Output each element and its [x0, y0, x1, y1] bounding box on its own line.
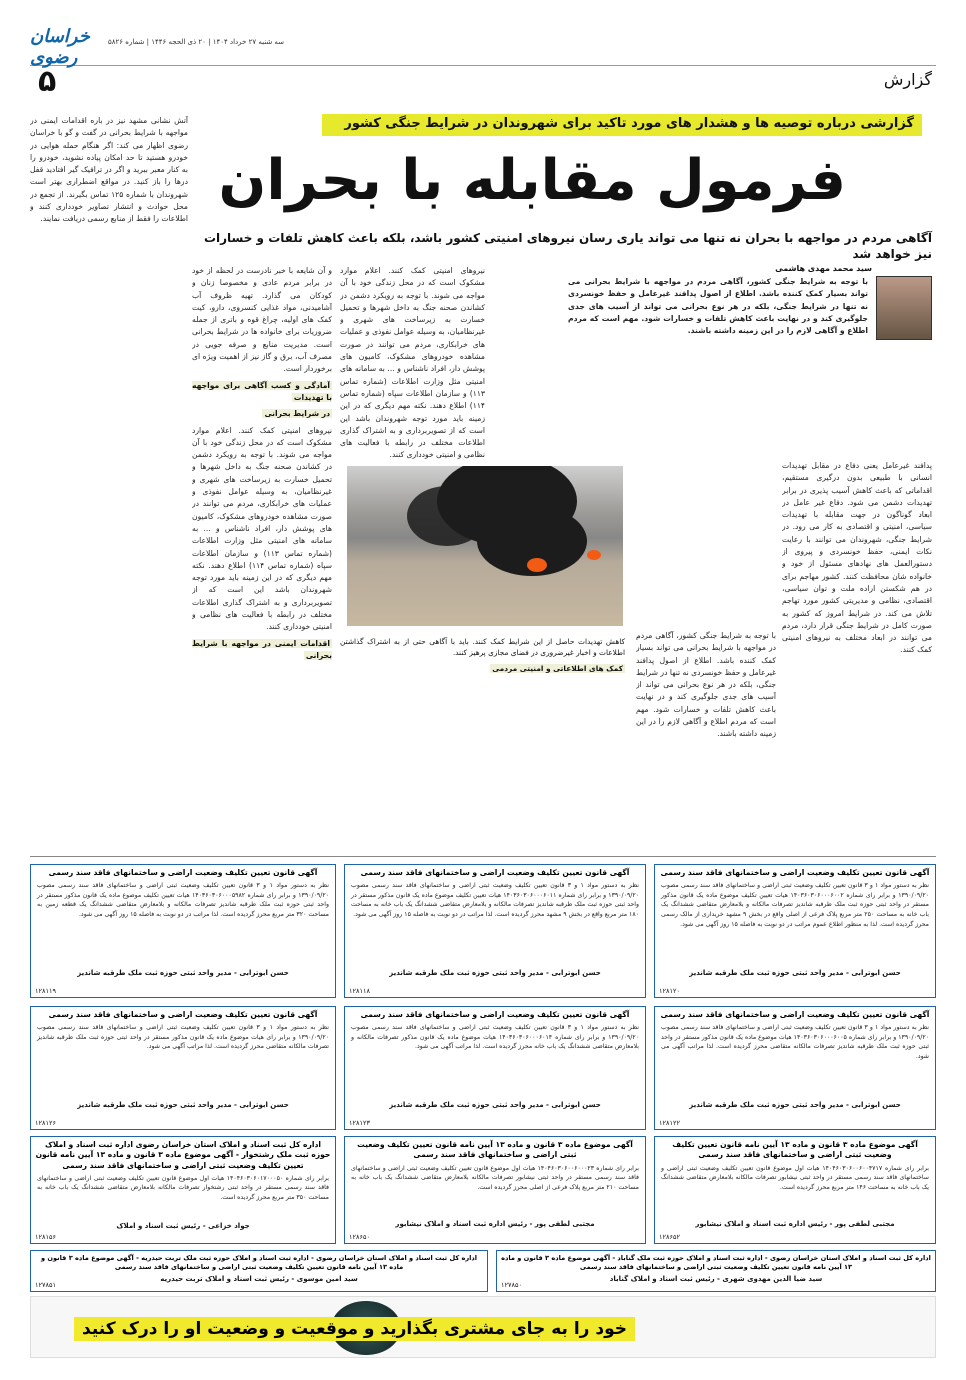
- ad-box: [344, 864, 646, 998]
- ad-body: نظر به دستور مواد ۱ و ۳ قانون تعیین تکلیف وضعیت ثبتی اراضی و ساختمانهای فاقد سند رسمی مصوب ۱۳۹۰/۰۹/۲۰ و برابر رای شماره ۱۴۰۳۶۰۳۰۶۰۰۰۶۰۰۵ هیات موضوع ماده یک قانون مذکور مستقر در واحد ثبتی حوزه ثبت ملک طرقبه شاندیز تصرفات مالکانه متقاضی محرز گردیده است. لذا مراتب آگهی می شود.: [661, 1024, 929, 1061]
- column-text: نیروهای امنیتی کمک کنند. اعلام موارد مشکوک است که در محل زندگی خود با آن مواجه می شوند. با توجه به رویکرد دشمن در کشاندن صحنه جنگ به داخل شهرها و تحمیل خسارت به زیرساخت های شهری و غیرنظامیان، به وسیله عوامل نفوذی و عملیات های خرابکاری، مردم می توانند در صورت مشاهده خودروهای مشکوک، کامیون های پوشش دار، افراد ناشناس و ... به سامانه های امنیتی مثل وزارت اطلاعات (شماره تماس ۱۱۳) و سازمان اطلاعات سپاه (شماره تماس ۱۱۴) اطلاع دهند. نکته مهم دیگری که در این زمینه باید مورد توجه شهروندان باشد این است که از تصویربرداری و به اشتراک گذاری اطلاعات مختلف در رابطه با فعالیت های نظامی و امنیتی خودداری کنند.: [340, 266, 485, 460]
- article-column-left: [192, 265, 332, 850]
- ad-number: ۱۲۸۱۲۳: [349, 1119, 370, 1127]
- subhead-1: کمک های اطلاعاتی و امنیتی مردمی: [492, 663, 623, 673]
- ad-box: [344, 1006, 646, 1130]
- ad-signature: مجتبی لطفی پور - رئیس اداره ثبت اسناد و املاک نیشابور: [695, 1219, 895, 1228]
- ad-body: نظر به دستور مواد ۱ و ۳ قانون تعیین تکلیف وضعیت ثبتی اراضی و ساختمانهای فاقد سند رسمی مصوب ۱۳۹۰/۰۹/۲۰ و برابر رای شماره ۱۴۰۳۶۰۳۰۶۰۰۰۶۰۱۴ هیات موضوع ماده یک قانون مذکور تصرفات مالکانه و بلامعارض متقاضی ششدانگ یک باب خانه محرز گردیده است. لذا مراتب آگهی می شود.: [351, 1024, 639, 1051]
- author-photo: [876, 276, 932, 340]
- ad-number: ۱۲۷۸۵۰: [501, 1281, 522, 1289]
- ad-signature: مجتبی لطفی پور - رئیس اداره ثبت اسناد و املاک نیشابور: [395, 1219, 595, 1228]
- ad-box: [30, 1136, 336, 1244]
- ad-title: آگهی قانون تعیین تکلیف وضعیت اراضی و ساختمانهای فاقد سند رسمی: [360, 868, 630, 877]
- ad-signature: حسن ابوترابی - مدیر واحد ثبتی حوزه ثبت ملک طرقبه شاندیز: [689, 969, 901, 978]
- ad-number: ۱۲۸۶۵۲: [659, 1233, 680, 1241]
- ad-number: ۱۲۸۱۱۸: [349, 987, 370, 995]
- author-name: سید محمد مهدی هاشمی: [775, 264, 872, 273]
- ad-box: [344, 1136, 646, 1244]
- subhead-3: در شرایط بحرانی: [264, 409, 330, 419]
- caption-text: کاهش تهدیدات حاصل از این شرایط کمک کنند. باید با آگاهی حتی از به اشتراک گذاشتن اطلاعات و اخبار غیرضروری در فضای مجازی پرهیز کنند.: [340, 637, 625, 658]
- ad-body: برابر رای شماره ۱۴۰۴۶۰۳۰۶۰۱۷۰۰۰۵۰ هیات اول موضوع قانون تعیین تکلیف وضعیت ثبتی اراضی و ساختمانهای فاقد سند رسمی مستقر در واحد ثبتی رشتخوار تصرفات مالکانه بلامعارض متقاضی ششدانگ یک باب خانه به مساحت ۳۵۰ متر مربع محرز گردیده است.: [37, 1174, 329, 1201]
- photo-caption: [340, 636, 625, 674]
- article-photo: [347, 466, 623, 626]
- subhead-4: اقدامات ایمنی در مواجهه با شرایط بحرانی: [192, 638, 332, 660]
- ad-signature: حسن ابوترابی - مدیر واحد ثبتی حوزه ثبت ملک طرقبه شاندیز: [689, 1101, 901, 1110]
- headline: فرمول مقابله با بحران: [218, 148, 846, 213]
- ad-signature: جواد خزاعی - رئیس ثبت اسناد و املاک: [116, 1221, 250, 1230]
- ad-title: اداره کل ثبت اسناد و املاک استان خراسان رضوی - اداره ثبت اسناد و املاک حوزه ثبت ملک تربت حیدریه - آگهی موضوع ماده ۳ قانون و ماده ۱۳ آیین نامه قانون تعیین تکلیف وضعیت ثبتی اراضی و ساختمانهای فاقد سند رسمی: [40, 1254, 478, 1271]
- ad-title: آگهی موضوع ماده ۳ قانون و ماده ۱۳ آیین نامه قانون تعیین تکلیف وضعیت ثبتی اراضی و ساختمانهای فاقد سند رسمی: [672, 1140, 918, 1160]
- ad-title: آگهی قانون تعیین تکلیف وضعیت اراضی و ساختمانهای فاقد سند رسمی: [660, 868, 930, 877]
- ad-signature: حسن ابوترابی - مدیر واحد ثبتی حوزه ثبت ملک طرقبه شاندیز: [77, 969, 289, 978]
- ad-body: نظر به دستور مواد ۱ و ۳ قانون تعیین تکلیف وضعیت ثبتی اراضی و ساختمانهای فاقد سند رسمی مصوب ۱۳۹۰/۰۹/۲۰ و برابر رای شماره ۱۴۰۳۶۰۳۰۶۰۰۰۵۹۸۲ هیات تعیین تکلیف موضوع ماده یک قانون مذکور مستقر در واحد ثبتی حوزه ثبت ملک طرقبه شاندیز تصرفات مالکانه و بلامعارض متقاضی ششدانگ یک قطعه زمین به مساحت ۳۲۰ متر مربع محرز گردیده است. لذا مراتب در دو نوبت به فاصله ۱۵ روز آگهی می شود.: [37, 882, 329, 919]
- ad-body: برابر رای شماره ۱۴۰۴۶۰۳۰۶۰۰۶۰۰۴۷۱۷ هیات اول موضوع قانون تعیین تکلیف وضعیت ثبتی اراضی و ساختمانهای فاقد سند رسمی مستقر در واحد ثبتی نیشابور تصرفات مالکانه بلامعارض متقاضی ششدانگ یک باب خانه به مساحت ۱۴۶ متر مربع محرز گردیده است.: [661, 1164, 930, 1191]
- article-column-mid: [340, 265, 485, 460]
- article-column-right: پدافند غیرعامل یعنی دفاع در مقابل تهدیدات انسانی با طبیعی بدون درگیری مستقیم، اقداماتی که باعث کاهش آسیب پذیری در برابر تهدیدات دشمن می شود. دفاع غیر عامل در ابعاد گوناگون در جهت مقابله با تهدیدات سیاسی، امنیتی و اقتصادی به کار می رود. در شرایط جنگی، شهروندان می توانند با رعایت نکات ایمنی، حفظ خونسردی و پیروی از دستورالعمل های نهادهای مسئول از خود و خانواده شان محافظت کنند. کشور مهاجم برای در هم شکستن اراده ملت و توان سیاسی، اقتصادی، نظامی و مدیریتی کشور مورد تهاجم تلاش می کند. در شرایط امروز که کشور به صورت کامل در شرایط جنگی قرار دارد، مردم می توانند در ابعاد مختلف به نیروهای امنیتی کمک کنند.: [782, 461, 932, 655]
- intro-paragraph: با توجه به شرایط جنگی کشور، آگاهی مردم در مواجهه با شرایط بحرانی می تواند بسیار کمک کننده باشد. اطلاع از اصول پدافند غیرعامل و حفظ خونسردی نه تنها در شرایط جنگی، بلکه در هر نوع بحرانی می تواند از آسیب های جدی جلوگیری کند و در نهایت باعث کاهش تلفات و خسارات شود. مهم است که مردم اطلاع و آگاهی لازم را در این زمینه داشته باشند.: [568, 277, 868, 336]
- ad-box: [654, 864, 936, 998]
- ad-number: ۱۲۸۱۱۹: [35, 987, 56, 995]
- ad-signature: سید امین موسوی - رئیس ثبت اسناد و املاک تربت حیدریه: [160, 1274, 358, 1283]
- ad-number: ۱۲۸۶۵۰: [349, 1233, 370, 1241]
- lede: آگاهی مردم در مواجهه با بحران نه تنها می تواند یاری رسان نیروهای امنیتی کشور باشد، بلکه باعث کاهش تلفات و خسارات نیز خواهد شد: [203, 231, 932, 261]
- ad-title: آگهی موضوع ماده ۳ قانون و ماده ۱۳ آیین نامه قانون تعیین تکلیف وضعیت ثبتی اراضی و ساختمانهای فاقد سند رسمی: [357, 1140, 633, 1160]
- ad-number: ۱۲۸۱۲۶: [35, 1119, 56, 1127]
- ad-body: نظر به دستور مواد ۱ و ۳ قانون تعیین تکلیف وضعیت ثبتی اراضی و ساختمانهای فاقد سند رسمی مصوب ۱۳۹۰/۰۹/۲۰ و برابر رای شماره ۱۴۰۳۶۰۳۰۶۰۰۰۶۰۰۲ هیات تعیین تکلیف موضوع ماده یک قانون مذکور مستقر در واحد ثبتی حوزه ثبت ملک طرقبه شاندیز تصرفات مالکانه و بلامعارض متقاضی ششدانگ یک باب خانه به مساحت ۲۵۰ متر مربع پلاک فرعی از اصلی واقع در بخش ۹ مشهد خریداری از مالک رسمی محرز گردیده است. لذا به منظور اطلاع عموم مراتب در دو نوبت به فاصله ۱۵ روز آگهی می شود.: [661, 882, 930, 928]
- ad-number: ۱۲۸۱۲۲: [659, 1119, 680, 1127]
- ad-box: [30, 1250, 488, 1292]
- ad-box: [654, 1136, 936, 1244]
- ad-box: [654, 1006, 936, 1130]
- ad-number: ۱۲۸۱۲۰: [659, 987, 680, 995]
- column-text: نیروهای امنیتی کمک کنند. اعلام موارد مشکوک است که در محل زندگی خود با آن مواجه می شوند. با توجه به رویکرد دشمن در کشاندن صحنه جنگ به داخل شهرها و تحمیل خسارت به زیرساخت های شهری و غیرنظامیان، به وسیله عوامل نفوذی و عملیات های خرابکاری، مردم می توانند در صورت مشاهده خودروهای مشکوک، کامیون های پوشش دار، افراد ناشناس و ... به سامانه های امنیتی مثل وزارت اطلاعات (شماره تماس ۱۱۳) و سازمان اطلاعات سپاه (شماره تماس ۱۱۴) اطلاع دهند. نکته مهم دیگری که در این زمینه باید مورد توجه شهروندان باشد این است که از تصویربرداری و به اشتراک گذاری اطلاعات مختلف در رابطه با فعالیت های نظامی و امنیتی خودداری کنند.: [192, 425, 332, 632]
- ad-title: آگهی قانون تعیین تکلیف وضعیت اراضی و ساختمانهای فاقد سند رسمی: [48, 868, 318, 877]
- ad-title: آگهی قانون تعیین تکلیف وضعیت اراضی و ساختمانهای فاقد سند رسمی: [660, 1010, 930, 1019]
- ad-body: نظر به دستور مواد ۱ و ۳ قانون تعیین تکلیف وضعیت ثبتی اراضی و ساختمانهای فاقد سند رسمی مصوب ۱۳۹۰/۰۹/۲۰ و برابر رای شماره ۱۴۰۳۶۰۳۰۶۰۰۰۶۰۱۱ هیات تعیین تکلیف موضوع ماده یک قانون مذکور مستقر در واحد ثبتی حوزه ثبت ملک طرقبه شاندیز تصرفات مالکانه و بلامعارض متقاضی ششدانگ یک باب خانه به مساحت ۱۸۰ متر مربع واقع در بخش ۹ مشهد محرز گردیده است. لذا مراتب در دو نوبت به فاصله ۱۵ روز آگهی می شود.: [351, 882, 640, 919]
- column-text: با توجه به شرایط جنگی کشور، آگاهی مردم در مواجهه با شرایط بحرانی می تواند بسیار کمک کننده باشد. اطلاع از اصول پدافند غیرعامل و حفظ خونسردی نه تنها در شرایط جنگی، بلکه در هر نوع بحرانی می تواند از آسیب های جدی جلوگیری کند و در نهایت باعث کاهش تلفات و خسارات شود. مهم است که مردم اطلاع و آگاهی لازم را در این زمینه داشته باشند.: [636, 631, 776, 739]
- ad-box: [30, 864, 336, 998]
- column-text: و آن شایعه با خبر نادرست در لحظه از خود در برابر مردم عادی و مخصوصا زنان و کودکان می گذارد. تهیه ظروف آب آشامیدنی، مواد غذایی کنسروی، دارو، کیت کمک های اولیه، چراغ قوه و باتری از جمله ضروریات برای خانواده ها در شرایط بحرانی است. مدیریت منابع و صرفه جویی در مصرف آب، برق و گاز نیز از اهمیت ویژه ای برخوردار است.: [192, 266, 332, 374]
- ad-number: ۱۲۷۸۵۱: [35, 1281, 56, 1289]
- bottom-banner: [30, 1296, 936, 1358]
- ad-signature: سید ضیا الدین مهدوی شهری - رئیس ثبت اسناد و املاک گناباد: [609, 1274, 823, 1283]
- divider: [30, 856, 936, 857]
- dateline: سه شنبه ۲۷ خرداد ۱۴۰۴ | ۲۰ ذی الحجه ۱۴۴۶ | شماره ۵۸۲۶: [108, 38, 285, 46]
- kicker: گزارشی درباره توصیه ها و هشدار های مورد تاکید برای شهروندان در شرایط جنگی کشور: [322, 114, 922, 136]
- masthead: [30, 22, 936, 66]
- ad-title: اداره کل ثبت اسناد و املاک استان خراسان رضوی اداره ثبت اسناد و املاک حوزه ثبت ملک رشتخوار - آگهی موضوع ماده ۳ قانون و ماده ۱۳ آیین نامه قانون تعیین تکلیف وضعیت ثبتی اراضی و ساختمانهای فاقد سند رسمی: [35, 1140, 331, 1170]
- author-block: [562, 264, 932, 454]
- newspaper-logo: خراسان رضوی: [30, 26, 90, 68]
- ad-signature: حسن ابوترابی - مدیر واحد ثبتی حوزه ثبت ملک طرقبه شاندیز: [389, 1101, 601, 1110]
- section-label: گزارش: [883, 70, 932, 89]
- ad-box: [496, 1250, 936, 1292]
- banner-slogan: خود را به جای مشتری بگذارید و موقعیت و وضعیت او را درک کنید: [74, 1317, 635, 1341]
- ad-body: برابر رای شماره ۱۴۰۴۶۰۳۰۶۰۰۶۰۰۰۲۳ هیات اول موضوع قانون تعیین تکلیف وضعیت ثبتی اراضی و ساختمانهای فاقد سند رسمی مستقر در واحد ثبتی نیشابور تصرفات مالکانه بلامعارض متقاضی ششدانگ یک باب خانه به مساحت ۲۱۰ متر مربع پلاک فرعی از اصلی محرز گردیده است.: [351, 1164, 639, 1191]
- ad-box: [30, 1006, 336, 1130]
- article-column-far-left: آتش نشانی مشهد نیز در باره اقدامات ایمنی در مواجهه با شرایط بحرانی در گفت و گو با خراسان رضوی اظهار می کند: اگر هنگام حمله هوایی در خودرو هستید تا حد امکان پیاده نشوید، خودرو را به کنار معبر ببرید و اگر در ترافیک گیر افتادید قفل درها را باز کنید. در مواقع اضطراری بهتر است شهروندان با شماره ۱۲۵ تماس بگیرند. از تجمع در محل حوادث و انتشار تصاویر خودداری کنند و اطلاعات را فقط از منابع رسمی دریافت نمایند.: [30, 116, 188, 224]
- ad-title: آگهی قانون تعیین تکلیف وضعیت اراضی و ساختمانهای فاقد سند رسمی: [360, 1010, 630, 1019]
- subhead-2: آمادگی و کسب آگاهی برای مواجهه با تهدیدات: [192, 380, 332, 402]
- ad-signature: حسن ابوترابی - مدیر واحد ثبتی حوزه ثبت ملک طرقبه شاندیز: [77, 1101, 289, 1110]
- page-number: ۵: [38, 64, 57, 99]
- article-column-right-2: [636, 630, 776, 850]
- ad-title: اداره کل ثبت اسناد و املاک استان خراسان رضوی - اداره ثبت اسناد و املاک حوزه ثبت ملک گناباد - آگهی موضوع ماده ۳ قانون و ماده ۱۳ آیین نامه قانون تعیین تکلیف وضعیت ثبتی اراضی و ساختمانهای فاقد سند رسمی: [501, 1254, 931, 1271]
- ad-signature: حسن ابوترابی - مدیر واحد ثبتی حوزه ثبت ملک طرقبه شاندیز: [389, 969, 601, 978]
- ad-title: آگهی قانون تعیین تکلیف وضعیت اراضی و ساختمانهای فاقد سند رسمی: [48, 1010, 318, 1019]
- ad-body: نظر به دستور مواد ۱ و ۳ قانون تعیین تکلیف وضعیت ثبتی اراضی و ساختمانهای فاقد سند رسمی مصوب ۱۳۹۰/۰۹/۲۰ و برابر رای هیات موضوع ماده یک قانون مذکور مستقر در واحد ثبتی حوزه ثبت ملک طرقبه شاندیز تصرفات مالکانه متقاضی محرز گردیده است. لذا مراتب آگهی می شود.: [37, 1024, 329, 1051]
- ad-number: ۱۲۸۱۵۶: [35, 1233, 56, 1241]
